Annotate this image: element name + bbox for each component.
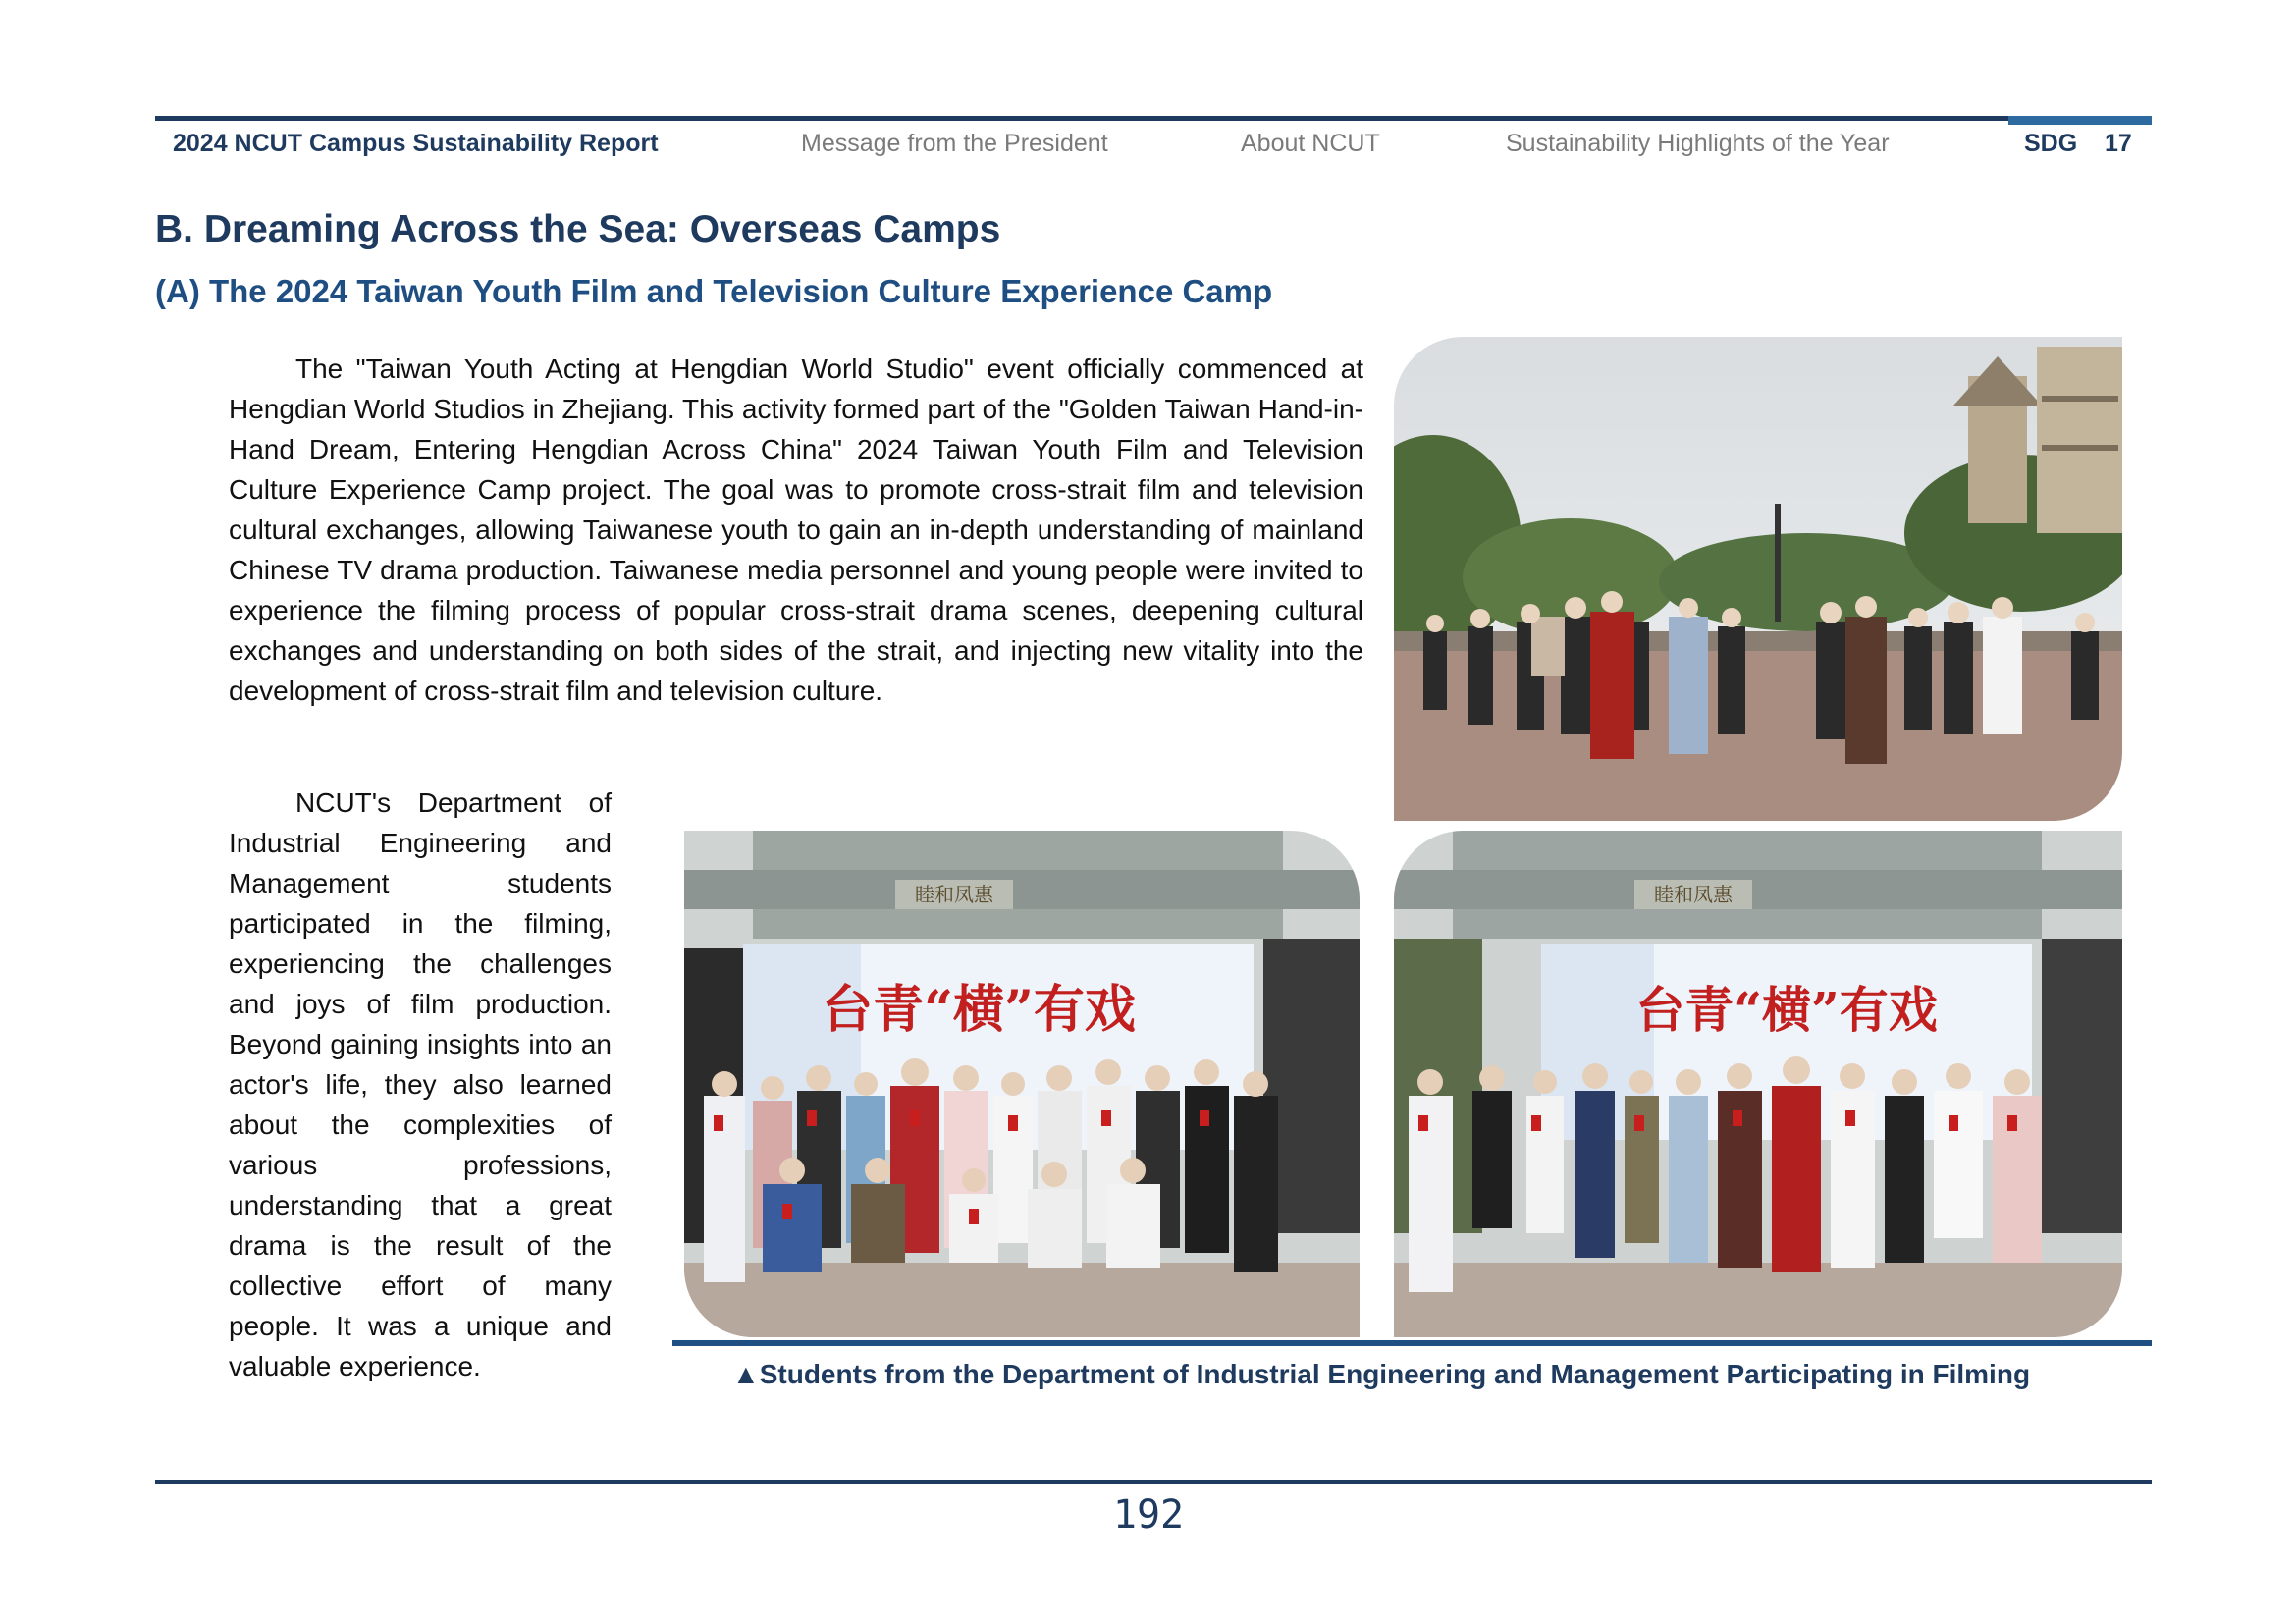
banner-title-left: 台青“横”有戏 — [822, 980, 1136, 1040]
section-heading: B. Dreaming Across the Sea: Overseas Camps — [155, 208, 1001, 250]
nav-sustainability-highlights[interactable]: Sustainability Highlights of the Year — [1506, 130, 1890, 157]
footer-rule — [155, 1480, 2152, 1484]
gate-plaque-text-right: 睦和凤惠 — [1654, 883, 1733, 906]
page-number: 192 — [1112, 1492, 1185, 1538]
header-accent-bar — [2008, 116, 2152, 125]
photo-banner-group-left — [684, 831, 1360, 1337]
caption-rule — [672, 1340, 2152, 1346]
nav-message-from-president[interactable]: Message from the President — [801, 130, 1108, 157]
header-rule — [155, 116, 2152, 121]
photo-caption: ▲Students from the Department of Industrial Engineering and Management Participating in Filming — [732, 1359, 2031, 1389]
photo-banner-group-right — [1394, 831, 2122, 1337]
gate-plaque-text: 睦和凤惠 — [915, 883, 993, 906]
sdg-label[interactable]: SDG — [2024, 130, 2078, 157]
body-paragraph-intro: The "Taiwan Youth Acting at Hengdian World Studio" event officially commenced at Hengdian World Studios in Zhejiang. This activity formed part of the "Golden Taiwan Hand-in-Hand Dream, Entering Hengdian Across China" 2024 Taiwan Youth Film and Television Culture Experience Camp project. The goal was to promote cross-strait film and television cultural exchanges, allowing Taiwanese youth to gain an in-depth understanding of mainland Chinese TV drama production. Taiwanese media personnel and young people were invited to experience the filming process of popular cross-strait drama scenes, deepening cultural exchanges and understanding on both sides of the strait, and injecting new vitality into the development of cross-strait film and television culture. — [229, 353, 1363, 706]
sdg-number[interactable]: 17 — [2105, 130, 2132, 157]
photo-outdoor-group-gesture — [1394, 337, 2122, 821]
report-title: 2024 NCUT Campus Sustainability Report — [173, 130, 659, 157]
nav-about-ncut[interactable]: About NCUT — [1241, 130, 1380, 157]
body-paragraph-students: NCUT's Department of Industrial Engineering and Management students participated in the filming, experiencing the challenges and joys of film production. Beyond gaining insights into an actor's life, they also learned about the complexities of various professions, understanding that a great drama is the result of the collective effort of many people. It was a unique and valuable experience. — [229, 787, 612, 1381]
section-subheading: (A) The 2024 Taiwan Youth Film and Television Culture Experience Camp — [155, 273, 1273, 309]
banner-title-right: 台青“横”有戏 — [1635, 981, 1938, 1039]
